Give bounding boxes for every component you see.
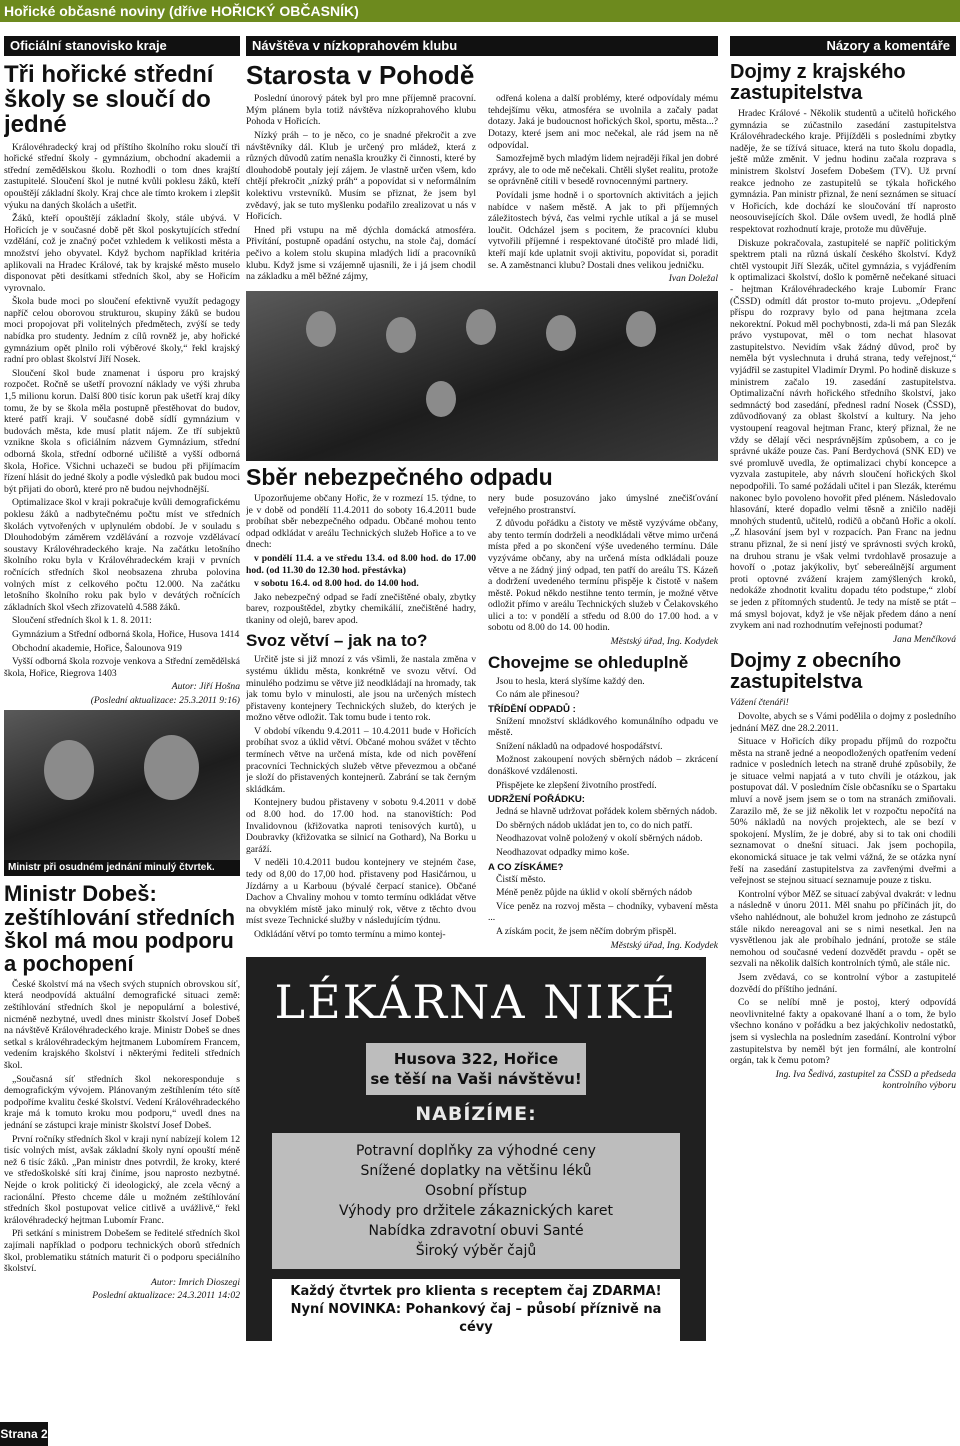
- paragraph: Upozorňujeme občany Hořic, že v rozmezí 15. týdne, to je v době od pondělí 11.4.2011 do soboty 16.4.2011 bude probíhat sběr nebezpečného odpadu. Občané mohou tento odpad odkládat v areálu Technických služeb Hořice a to ve dnech:: [246, 492, 476, 551]
- article-col: [488, 493, 718, 953]
- paragraph: Jako nebezpečný odpad se řadí znečištěné obaly, zbytky barev, rozpouštědel, zbytky chemikálií, znečištěné hadry, tkaniny od olejů, barev apod.: [246, 591, 476, 626]
- paragraph: odřená kolena a další problémy, které odpovídaly mému tehdejšímu věku, atmosféra se uvolnila a začaly padat dotazy. Jaká je budoucnost hořických škol, sportu, města...? Dotazy, které jsem ani moc nečekal, ale rád jsem na ně odpovídal.: [488, 93, 718, 151]
- section-header-opinions: Názory a komentáře: [730, 36, 956, 56]
- paragraph: Hned při vstupu na mě dýchla domácká atmosféra. Přivítání, postupně opadání ostychu, na stole čaj, domácí pečivo a kolem stolu skupina mladých lidí a pracovníků klubu. Když jsme si vzájemně ujasnili, že i já jsem chodil na základku a měl běžné zájmy,: [246, 224, 476, 283]
- paragraph: Optimalizace škol v kraji pokračuje kvůli demografickému poklesu žáků a nadbytečnému počtu míst ve středních školách vytvořených v uplynulém období. Je v souladu s Dlouhodobým záměrem vzdělávání a rozvoje vzdělávací soustavy Královéhradeckého kraje. Na začátku letošního školního roku byla v Královéhradeckém kraji v prvních ročnících středních škol neobsazena zhruba polovina volných míst z celkového počtu 12.000. Na začátku letošního školního roku pak bylo v devátých ročnících základních škol všech zřizovatelů 4.588 žáků.: [4, 497, 240, 613]
- author-signature: Autor: Imrich Dioszegi: [151, 1276, 240, 1288]
- pharmacy-advertisement: [246, 957, 706, 1341]
- paragraph: v sobotu 16.4. od 8.00 hod. do 14.00 hod.: [254, 578, 419, 590]
- list-item: Čistší město.: [496, 873, 546, 885]
- section-header-club: Návštěva v nízkoprahovém klubu: [246, 36, 718, 56]
- section-header-official: Oficiální stanovisko kraje: [4, 36, 240, 56]
- paragraph: Z důvodu pořádku a čistoty ve městě vyzýváme občany, aby tento termín dodrželi a neodkládali větve mimo určená místa před a po skončení výše uvedeného termínu. Dále vyzýváme občany, aby na určená místa odkládali pouze větve a ne žádný jiný odpad, ten patří do areálu TS. Kázeň a dodržení uvedeného termínu přispěje k čistotě v našem městě. Pokud někdo nestihne tento termín, je možné větve odložit přímo v areálu Technických služeb v Čelakovského ulici a to: v pondělí a středu od 8.00 do 17.00 hod. a v sobotu od 8.00 do 14. 00 hodin.: [488, 518, 718, 634]
- photo-person-head: [144, 735, 199, 800]
- column-right: [730, 36, 956, 1436]
- ad-address-line: Husova 322, Hořice: [393, 1050, 559, 1069]
- update-note: Poslední aktualizace: 24.3.2011 14:02: [92, 1290, 240, 1302]
- list-item: Neodhazovat volně položený v okolí sběrných nádob.: [496, 833, 703, 845]
- paragraph: Samozřejmě bych mladým lidem nejraději říkal jen dobré zprávy, ale to ode mě nečekali. Chtěli slyšet realitu, protože se oprávněně cítili v besedě rovnocennými partnery.: [488, 153, 718, 188]
- author-signature: Ing. Iva Šedivá, zastupitel za ČSSD a předseda kontrolního výboru: [775, 1068, 956, 1092]
- subheading: A CO ZÍSKÁME?: [488, 861, 564, 873]
- photo-person-head: [546, 315, 576, 351]
- subheading: TŘÍDĚNÍ ODPADŮ :: [488, 703, 576, 715]
- update-note: (Poslední aktualizace: 25.3.2011 9:16): [90, 694, 240, 706]
- photo-person-head: [466, 309, 496, 345]
- headline-regional-council: Dojmy z krajského zastupitelstva: [730, 61, 906, 104]
- ad-offer-item: Široký výběr čajů: [415, 1243, 537, 1260]
- article-mayor: [246, 93, 718, 287]
- article-col: [246, 493, 476, 953]
- paragraph: Kontrolní výbor MěZ se situací zabýval dvakrát: v lednu a následně v únoru 2011. Měl snahu po příčinách jít, do všeho nahlédnout, ale bohužel krom jednoho ze zástupců stále nikdo nereagoval ani se s nimi nesetkal. Jen na vysvětlenou jak ale probíhalo jednání, protože se stále nemohou od současné vedení dozvědět pravdu - opět se sezvali na několik dalších kontrolních týmů, ale stále nic.: [730, 888, 956, 970]
- paragraph: Škola bude moci po sloučení efektivně využít pedagogy napříč celou oborovou strukturou, skupiny žáků se budou moci propojovat při volitelných předmětech, zvýší se tedy nabídka pro studenty. Jedním z cílů rovněž je, aby hořické gymnázium opět plnilo roli výběrové školy,“ řekl krajský radní pro oblast školství Jiří Nosek.: [4, 296, 240, 366]
- paragraph: Gymnázium a Střední odborná škola, Hořice, Husova 1414: [12, 628, 240, 640]
- list-item: Možnost zakoupení nových sběrných nádob – zkrácení donáškové vzdálenosti.: [488, 754, 718, 778]
- paragraph: Diskuze pokračovala, zastupitelé se napříč politickým spektrem ptali na různá úskalí českého školství. Když chtěl vystoupit Jiří Slezák, učitel gymnázia, s vyjádřením k optimalizaci školství, došlo k poměrně nečekané situaci - hejtman Královéhradeckého kraje Lubomír Franc (ČSSD) odmítl dát prostor to-muto projevu. „Odepření příspu do rozpravy bylo od pana hejtmana zcela nekorektní. Pokud měl pochybnosti, zda-li má pan Slezák právo vystupovat, měl o tom nechat hlasovat zastupitelstvo. Nevidím však žádný důvod, proč by neměla být vyslechnuta i druhá strana, tedy veřejnost,“ vyjádřil se zastupitel Vladimír Dryml. Po hodině diskuze s ministrem začalo 19. zasedání zastupitelstva. Optimalizační návrh hořického středního školství, jako sedmnáctý bod zasedání, přednesl radní Nosek (ČSSD), zdůvodňovaný za oblast školství a kultury. Na jeho vystoupení reagoval hejtman Franc, který přiznal, že ne vždy se dělají věci nesprávnějším způsobem, a co je správné ukáže pouze čas. Paní Berdychová (SNK ED) ve své promluvě uvedla, že optimalizaci chybí koncepce a vyzvala zastupitele, aby návrh sloučení hořických škol nepodpořili. To samé požádali učitel i pan Slezák, kterému nakonec bylo povoleno hovořit před plénem. Následovalo hlasování, které dopadlo velmi těsně a zničilo naději mnohých studentů, učitelů, rodičů a občanů Hořic a okolí. „Z hlasování jsem byl v rozpacích. Pan Franc na jednu stranu přiznal, že si není jistý ve správnosti svých kroků, na druhou stranu je však velmi tvrdohlavě prosazuje a hovoří o ‚potaz jakýkoliv, byť sebereálnější argument proti optovné zvážení krajem zamýšlených kroků, nedokáže zhodnotit kvalitu dopadu této podstupe,“ zlobí se jeden z přítomných studentů. Je tedy na místě se ptát – má smysl bojovat, když je vše nějak předem dáno a není zvykem ani nad rozhodnutím veřejnosti podumat?: [730, 237, 956, 632]
- list-item: Snížení množství skládkového komunálního odpadu ve městě.: [488, 715, 718, 739]
- headline-branches: Svoz větví – jak na to?: [246, 631, 428, 651]
- photo-club-group: [246, 291, 718, 461]
- ad-offer-item: Osobní přístup: [424, 1183, 528, 1200]
- paragraph: Obchodní akademie, Hořice, Šalounova 919: [12, 642, 182, 654]
- paragraph: V období víkendu 9.4.2011 – 10.4.2011 bude v Hořicích probíhat svoz a úklid větví. Občané mohou svážet v těchto termínech větve na určená místa, kde od nich pověření pracovníci Technických služeb větve převezmou a občané je složí do přistavených kontejnerů. Zabrání se tak černým skládkám.: [246, 725, 476, 795]
- list-item: Snížení nákladů na odpadové hospodářství.: [496, 740, 663, 752]
- paragraph: Jsem zvědavá, co se kontrolní výbor a zastupitelé dozvědí do příštího jednání.: [730, 971, 956, 995]
- paragraph: Žáků, kteří opouštějí základní školy, stále ubývá. V Hořicích je v současné době pět škol poskytujících střední vzdělání, což je značný počet vzhledem k velikosti města a množství jeho obyvatel. Když bychom například kritéria aplikovali na Hradec Králové, tak by krajské město muselo disponovat pěti desítkami středních škol, aby se Hořicím vyrovnalo.: [4, 213, 240, 294]
- list-item: Jedná se hlavně udržovat pořádek kolem sběrných nádob.: [496, 806, 718, 818]
- list-item: Do sběrných nádob ukládat jen to, co do nich patří.: [496, 819, 693, 831]
- paragraph: České školství má na všech svých stupních obrovskou síť, která neodpovídá aktuální demografické situaci země: zeštíhlování středních škol je nepopulární a bolestivé, nicméně nezbytné, uvedl dnes ministr školství Josef Dobeš na návštěvě Královéhradeckého kraje. Ministr Dobeš se dnes setkal s královéhradeckým hejtmanem Lubomírem Francem, vedením krajského školství i některými řediteli středních škol.: [4, 978, 240, 1071]
- ad-address-line: se těší na Vaši návštěvu!: [370, 1070, 582, 1089]
- paragraph: Při setkání s ministrem Dobešem se ředitelé středních škol zajímali například o podporu technických oborů středních škol, problematiku státních maturit či o podporu speciálního školství.: [4, 1228, 240, 1275]
- article-col: [488, 93, 718, 287]
- paragraph: Sloučení středních škol k 1. 8. 2011:: [12, 615, 152, 627]
- headline-municipal-council: Dojmy z obecního zastupitelstva: [730, 650, 902, 694]
- article-body-schools: [4, 142, 240, 707]
- list-item: Méně peněz půjde na úklid v okolí sběrných nádob: [496, 887, 693, 899]
- headline-behave: Chovejme se ohleduplně: [488, 652, 689, 672]
- paragraph: Hradec Králové - Několik studentů a učitelů hořického gymnázia se zúčastnilo zasedání zastupitelstva Královéhradeckého kraje. Přijížděli s posledními zbytky naděje, že se tížívá situace, která na tuto školu dopadla, ještě může změnit. V jednu hodinu začala rozprava s ministrem školství Josefem Dobešem (TV). Už první reakce jednoho ze zastupitelů se týkala hořického gymnázia. Pan ministr přiznal, že není seznámen se situací v Hořicích, kde dochází ke sloučování tří naprosto neosouvisejících škol. Dále ovšem uvedl, že hodlá plně respektovat rozhodnutí kraje, protože mu důvěřuje.: [730, 108, 956, 235]
- paragraph: Dovolte, abych se s Vámi podělila o dojmy z posledního jednání MěZ dne 28.2.2011.: [730, 710, 956, 734]
- paragraph: Královéhradecký kraj od příštího školního roku sloučí tři hořické střední školy - gymnázium, obchodní akademii a střední zemědělskou školu. Rozhodli o tom dnes krajští zastupitelé. Sloučení škol je nutné kvůli poklesu žáků, kteří opouštějí základní školy. Kraj chce ale tímto krokem i zlepšit výuku na daných školách a ušetřit.: [4, 141, 240, 211]
- photo-caption: Ministr při osudném jednání minulý čtvrtek.: [4, 860, 240, 876]
- paragraph: Sloučení škol bude znamenat i úsporu pro krajský rozpočet. Ročně se ušetří provozní náklady ve výši zhruba 1,5 milionu korun. Další 800 tisíc korun pak ušetří kraj díky tomu, že by se škola měla postupně přestěhovat do budov, které patří kraji. V současné době sídlí gymnázium v budovách města, kde musí platit nájem. Ze tří subjektů vznikne škola s oficiálním názvem Gymnázium, střední odborná škola, střední odborné učiliště a vyšší odborná škola, Hořice. Všichni uchazeči se budou při přijímacím řízení hlásit do jedné školy a podle výsledků pak budou moci být přijati do oborů, které pro ně budou nejvhodnější.: [4, 367, 240, 495]
- paragraph: Vážení čtenáři!: [730, 697, 789, 709]
- column-left: [4, 36, 240, 1412]
- paragraph: v pondělí 11.4. a ve středu 13.4. od 8.00 hod. do 17.00 hod. (od 11.30 do 12.30 hod. přestávka): [246, 552, 476, 576]
- list-item: Více peněz na rozvoj města – chodníky, vybavení města ...: [488, 900, 718, 924]
- photo-minister-meeting: [4, 710, 240, 860]
- author-signature: Jana Menčíková: [892, 633, 956, 645]
- paragraph: Určitě jste si již mnozí z vás všimli, že nastala změna v systému úklidu města, konkrétně ve svozu větví. Od minulého podzimu se větve již neodkládají na hromady, tak jak tomu bylo v minulosti, ale jsou na určených místech přistaveny kontejnery Technických služeb, do kterých je možno větve odložit. Tak tomu bude i tento rok.: [246, 654, 476, 724]
- ad-offer-list: [272, 1133, 680, 1269]
- paragraph: Odkládání větví po tomto termínu a mimo kontej-: [254, 928, 446, 940]
- list-item: Přispějete ke zlepšení životního prostředí.: [496, 779, 657, 791]
- article-col: [246, 93, 476, 287]
- ad-address: [366, 1043, 586, 1095]
- paragraph: nery bude posuzováno jako úmyslné znečišťování veřejného prostranství.: [488, 492, 718, 516]
- ad-footer: [272, 1279, 680, 1341]
- masthead: Hořické občasné noviny (dříve HOŘICKÝ OBČASNÍK): [0, 0, 960, 22]
- ad-offer-item: Potravní doplňky za výhodné ceny: [356, 1143, 596, 1160]
- headline-minister: Ministr Dobeš: zeštíhlování středních škol má mou podporu a pochopení: [4, 881, 236, 976]
- paragraph: V neděli 10.4.2011 budou kontejnery ve stejném čase, tedy od 8,00 do 17,00 hod. přistaveny pod Hasičárnou, u Jízdárny a u Karbouu (bývalé čerpací stanice). Občané Dachov a Chvaliny mohou v tomto termínu odkládat větve na obvyklém místě jako minulý rok, větve z těchto dvou míst sveze Technické služby v následujícím týdnu.: [246, 857, 476, 927]
- photo-person-head: [44, 740, 94, 800]
- headline-hazardous-waste: Sběr nebezpečného odpadu: [246, 463, 553, 490]
- author-signature: Městský úřad, Ing. Kodydek: [610, 636, 718, 648]
- ad-offer-item: Snížené doplatky na většinu léků: [360, 1163, 592, 1180]
- headline-mayor: Starosta v Pohodě: [246, 60, 475, 90]
- author-signature: Ivan Doležal: [668, 273, 718, 285]
- subheading: UDRŽENÍ POŘÁDKU:: [488, 794, 586, 806]
- author-signature: Autor: Jiří Hošna: [171, 681, 240, 693]
- ad-offer-item: Výhody pro držitele zákaznických karet: [339, 1203, 613, 1220]
- photo-person-head: [626, 311, 656, 347]
- list-item: Jsou to hesla, která slyšíme každý den.: [496, 675, 645, 687]
- article-body-minister: [4, 979, 240, 1302]
- column-middle: [246, 36, 718, 1436]
- paragraph: Co se nelíbí mně je postoj, který odpovídá neovlivnitelné fakty a opakované lhaní a o tom, že bylo všechno konáno v pořádku a bez jakýchkoliv nedostatků, jsem si vyslechla na posledním zasedání. Kontrolní výbor zastupitelstva by neměl být jen formální, ale kontrolní orgán, tak k čemu potom?: [730, 997, 956, 1067]
- list-item: Neodhazovat odpadky mimo koše.: [496, 847, 630, 859]
- headline-schools-merge: Tři hořické střední školy se sloučí do jedné: [4, 61, 214, 139]
- photo-person-head: [426, 381, 456, 417]
- photo-person-head: [386, 317, 416, 353]
- author-signature: Městský úřad, Ing. Kodydek: [610, 939, 718, 951]
- ad-title: LÉKÁRNA NIKÉ: [274, 975, 678, 1030]
- page-number: Strana 2: [0, 1422, 48, 1446]
- paragraph: Poslední únorový pátek byl pro mne příjemně pracovní. Mým plánem byla totiž návštěva nízkoprahového klubu Pohoda v Hořicích.: [246, 93, 476, 128]
- ad-footer-line: Nyní NOVINKA: Pohankový čaj – působí příznivě na cévy: [290, 1302, 662, 1336]
- list-item: Co nám ale přinesou?: [496, 689, 580, 701]
- paragraph: Nízký práh – to je něco, co je snadné překročit a zve návštěvníky dál. Klub je určený pro mládež, která z různých důvodů zatím nenašla kroužky či činnosti, které by dlouhodobě poutaly její zájem. Je vlastně určen všem, kdo chtějí překročit „nízký práh“ a popovídat si v neformálním kolektivu vrstevníků. Musím se přiznat, že jsem byl zvědavý, jak se tuto myšlenku podařilo zrealizovat u nás v Hořicích.: [246, 130, 476, 223]
- paragraph: Kontejnery budou přistaveny v sobotu 9.4.2011 v době od 8.00 hod. do 17.00 hod. na stanovištích: Pod Invalidovnou (křižovatka naproti tenisových kurtů), u Doubravky (křižovatka se silnicí na Gothard), Na Borku u garáží.: [246, 797, 476, 855]
- photo-person-head: [306, 311, 336, 347]
- paragraph: První ročníky středních škol v kraji nyní nabízejí kolem 12 tisíc volných míst, avšak základní školy nyní opouští méně než 6 tisíc žáků. „Pan ministr dnes potvrdil, že kroky, které ve středoškolské síti kraj činíme, jsou naprosto nezbytné. Nejde o krok politický či ideologický, ale zcela věcný a racionální. Přesto chceme dále u možném zeštíhlování středních škol postupovat velice citlivě a uvážlivě,“ řekl královéhradecký hejtman Lubomír Franc.: [4, 1133, 240, 1226]
- ad-offer-item: Nabídka zdravotní obuvi Santé: [368, 1223, 584, 1240]
- paragraph: „Současná síť středních škol nekoresponduje s demografickým vývojem. Plánovaným zeštíhlením této sítě podpoříme kvalitu české školství. Vedení Královéhradeckého kraje má k tomuto kroku mou podporu,“ uvedl dnes na jednání se zástupci kraje ministr školství Josef Dobeš.: [4, 1073, 240, 1131]
- paragraph: Vyšší odborná škola rozvoje venkova a Střední zemědělská škola, Hořice, Riegrova 1403: [4, 656, 240, 679]
- paragraph: Situace v Hořicích díky propadu příjmů do rozpočtu města na straně jedné a neopodložených opatřením vedení radnice v posledních letech na straně druhé způsobily, že je situace velmi napjatá a v tuto chvíli je otázkou, jak postupovat dál. V posledním čísle občasníku se o Spartaku mluví a nově jsem jsem se o tom na stranách zmiňovali. Zarazilo mě, že se již několik let v rozpočtu nepočítá na 50% nákladů na nových projektech, ale se bezí v spokojení. Myslím, že je dobré, aby si to tak oni chodili seznamovat o dnešní situaci. Jak jsem pochopila, ekonomická situace je tak velmi vážná, že se otázka nyní řeší na zasedání zastupitelstva za zavřenými dveřmi a veřejnost se stejnou situací seznamuje pouze z tisku.: [730, 736, 956, 887]
- article-waste: [246, 493, 718, 953]
- paragraph: Povídali jsme hodně i o sportovních aktivitách a jejich nabídce v našem městě. A jak to při příjemných záležitostech bývá, čas velmi rychle utíkal a já se musel loučit. Odcházel jsem s pocitem, že pracovníci klubu vytvořili příjemné i respektované útočiště pro mladé lidi, kteří mají kde uplatnit svoji aktivitu, popovídat si, poradit se. A zaměstnanci klubu? Dostali dnes velikou jedničku.: [488, 190, 718, 271]
- list-item: A získám pocit, že jsem něčím dobrým přispěl.: [496, 926, 677, 937]
- ad-footer-line: Každý čtvrtek pro klienta s receptem čaj ZDARMA!: [290, 1284, 662, 1300]
- ad-offer-heading: NABÍZÍME:: [415, 1103, 537, 1126]
